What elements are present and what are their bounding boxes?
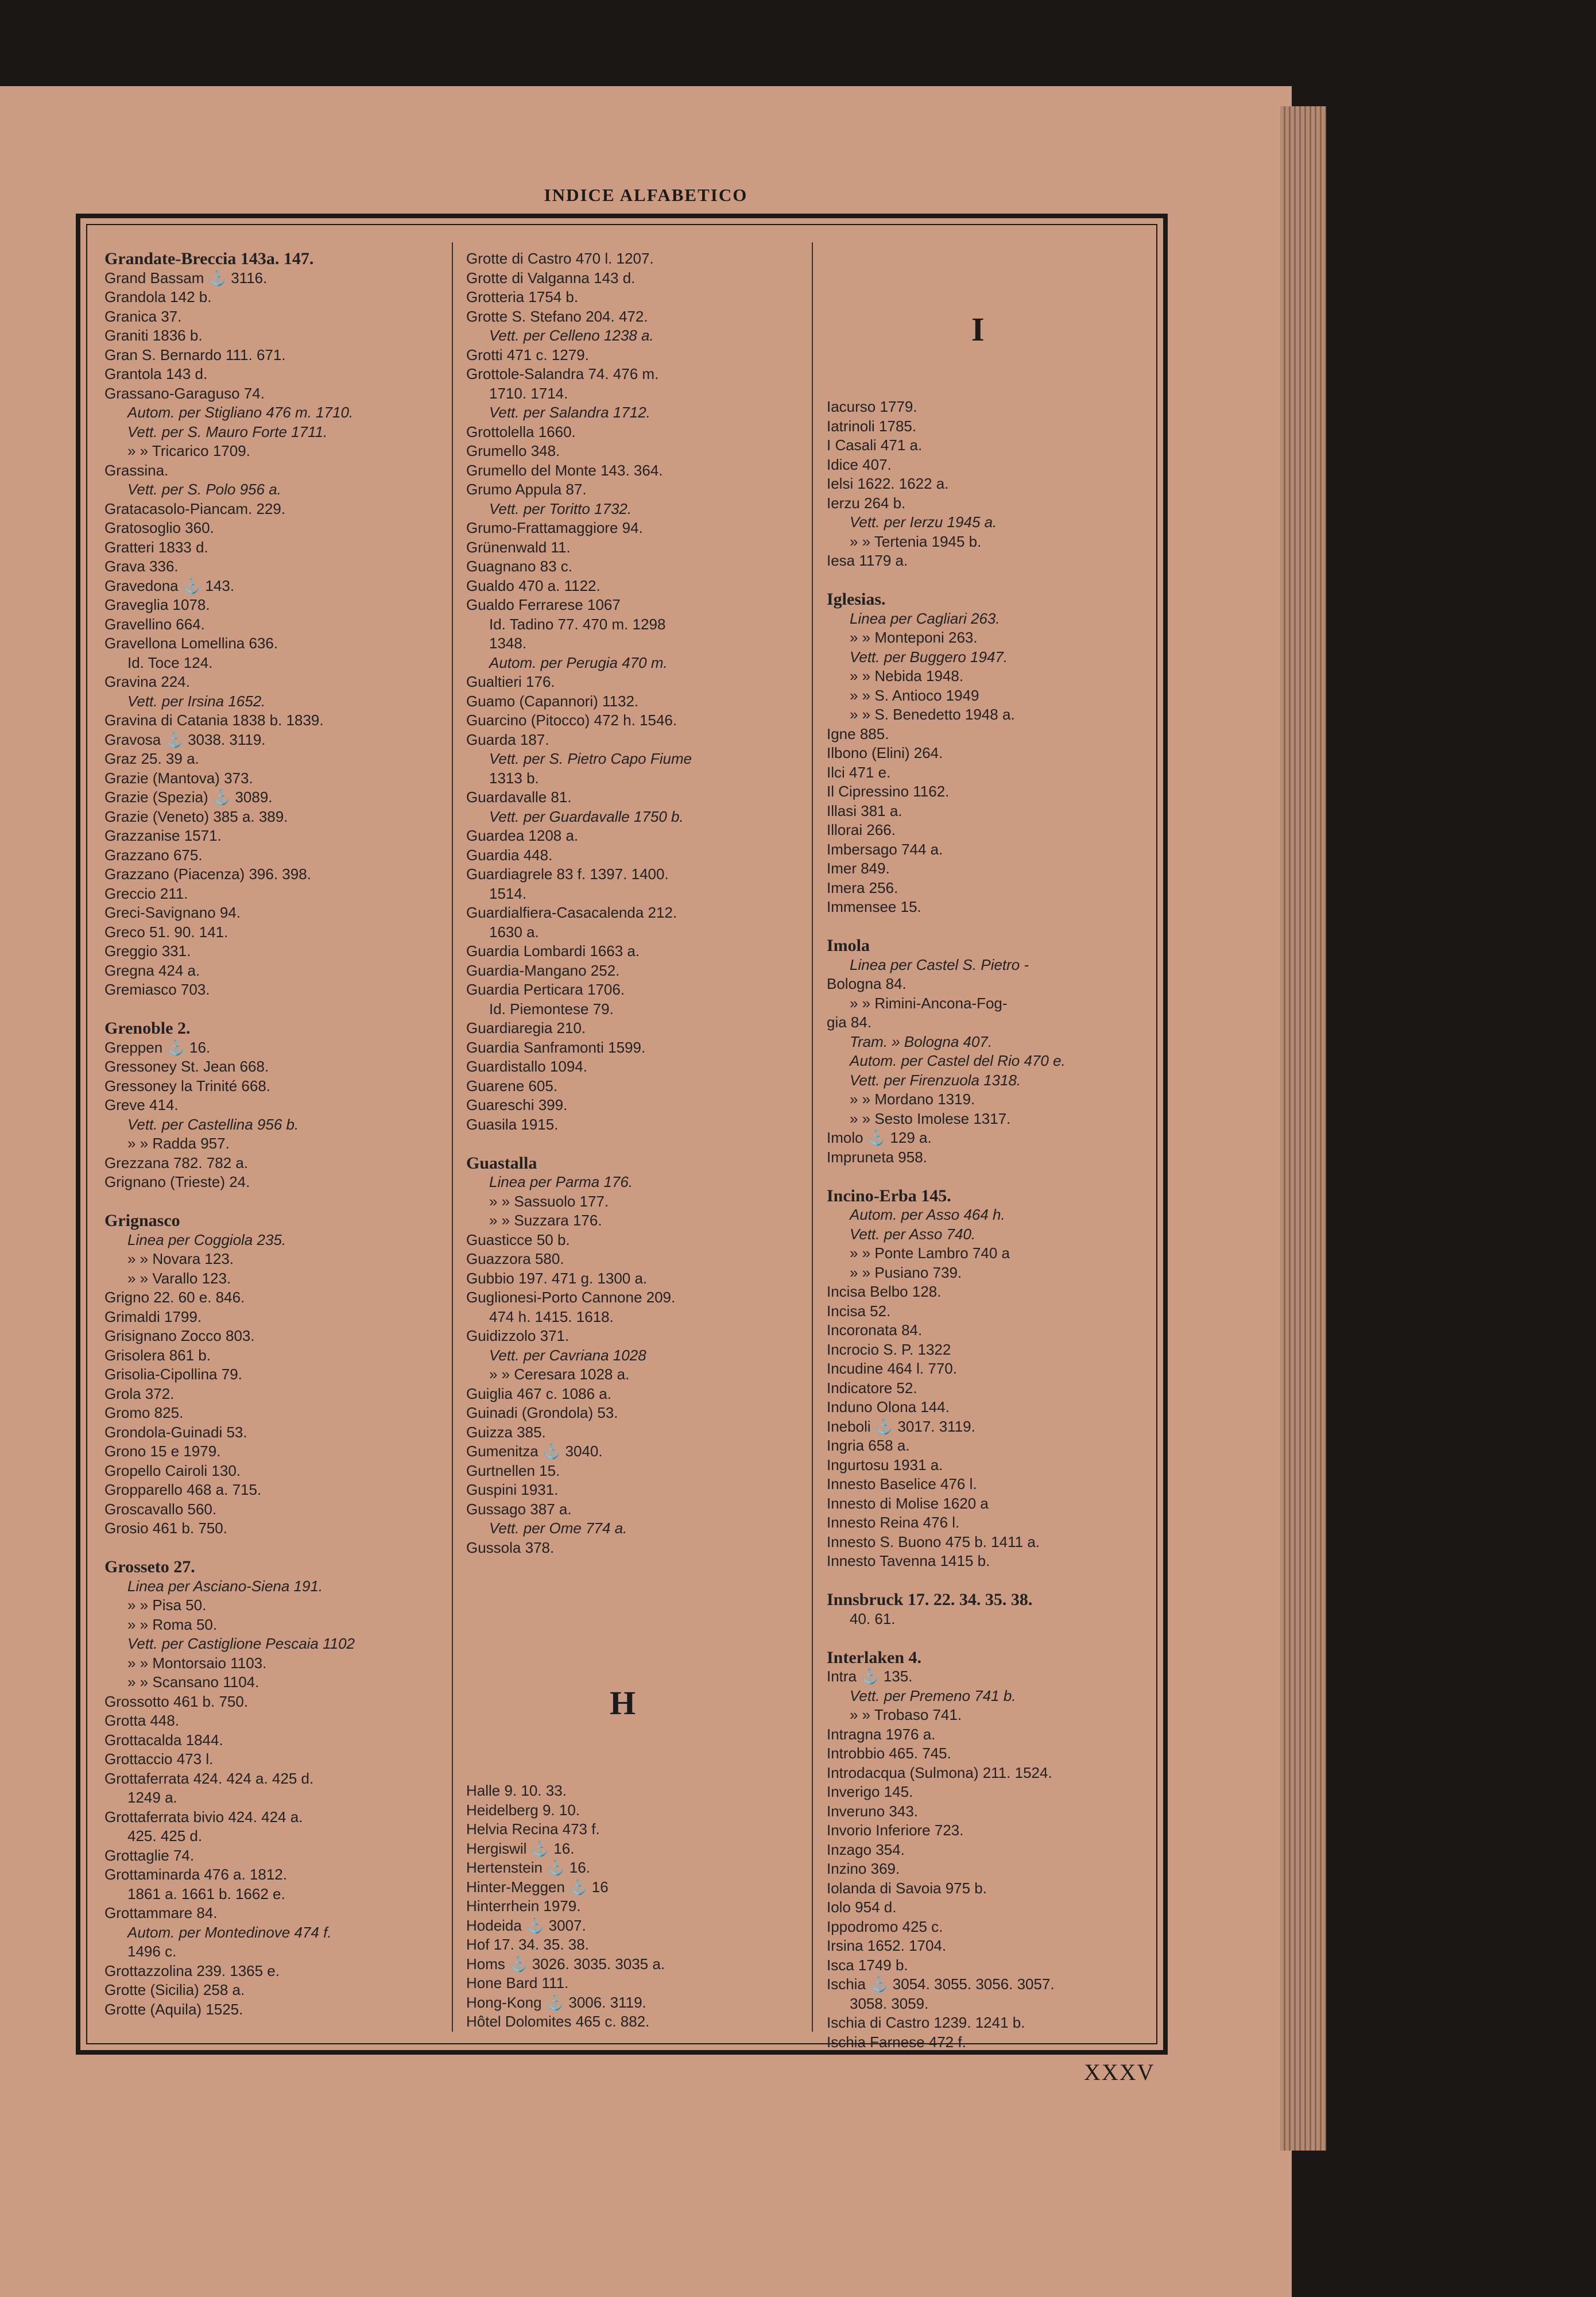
index-entry: Imola [827,936,870,955]
index-entry: 40. 61. [850,1610,896,1627]
index-entry: Groscavallo 560. [104,1500,217,1518]
index-entry: Grazzano (Piacenza) 396. 398. [104,865,311,883]
index-entry: Guarcino (Pitocco) 472 h. 1546. [466,711,677,729]
page-edges [1280,106,1326,2151]
index-entry: Grigno 22. 60 e. 846. [104,1289,245,1306]
index-entry: Iesa 1179 a. [827,552,908,569]
index-entry: » » Suzzara 176. [489,1212,602,1229]
index-entry: Vett. per Ierzu 1945 a. [850,513,997,531]
index-entry: Grantola 143 d. [104,365,208,382]
index-entry: Grottole-Salandra 74. 476 m. [466,365,659,382]
index-entry: Grottaminarda 476 a. 1812. [104,1866,287,1883]
index-entry: » » S. Benedetto 1948 a. [850,706,1015,723]
index-entry: » » Rimini-Ancona-Fog- [850,994,1008,1012]
index-entry: Guiglia 467 c. 1086 a. [466,1385,611,1402]
index-entry: 474 h. 1415. 1618. [489,1308,614,1325]
index-entry: Grisolera 861 b. [104,1346,211,1364]
index-entry: Greccio 211. [104,884,188,902]
index-entry: Hinter-Meggen ⚓ 16 [466,1878,609,1896]
index-entry: Grottaccio 473 l. [104,1750,214,1768]
index-entry: Grazie (Mantova) 373. [104,769,253,787]
index-entry: Greco 51. 90. 141. [104,923,228,941]
index-entry: Vett. per Castiglione Pescaia 1102 [127,1635,355,1652]
index-entry: Interlaken 4. [827,1648,921,1667]
index-entry: Guamo (Capannori) 1132. [466,692,639,710]
index-entry: Grimaldi 1799. [104,1308,202,1325]
index-entry: Guardistallo 1094. [466,1058,588,1075]
index-entry: Linea per Cagliari 263. [850,609,1000,627]
index-entry: Gurtnellen 15. [466,1461,560,1479]
index-entry: Guizza 385. [466,1423,546,1441]
index-entry: Il Cipressino 1162. [827,783,950,800]
index-entry: Grottaglie 74. [104,1846,195,1864]
index-entry: » » Scansano 1104. [127,1673,259,1691]
index-entry: Grotte di Valganna 143 d. [466,269,636,287]
index-entry: Impruneta 958. [827,1148,927,1166]
index-entry: Linea per Parma 176. [489,1173,633,1190]
index-entry: Linea per Coggiola 235. [127,1231,286,1248]
index-entry: Grondola-Guinadi 53. [104,1423,247,1441]
section-letter-h: H [610,1684,636,1722]
index-entry: Grand Bassam ⚓ 3116. [104,269,268,287]
index-entry: Autom. per Perugia 470 m. [489,653,668,671]
index-entry: » » Pusiano 739. [850,1263,962,1281]
index-entry: Imer 849. [827,860,890,877]
index-entry: Vett. per Cavriana 1028 [489,1346,646,1364]
index-entry: Vett. per Irsina 1652. [127,692,266,710]
index-entry: Grassina. [104,461,169,479]
index-entry: Hergiswil ⚓ 16. [466,1839,575,1857]
index-entry: Incino-Erba 145. [827,1186,951,1205]
index-entry: Incrocio S. P. 1322 [827,1340,951,1358]
index-entry [827,571,1160,590]
index-entry: Linea per Asciano-Siena 191. [127,1577,323,1595]
index-entry: Grotteria 1754 b. [466,288,579,306]
index-entry: Guastalla [466,1153,537,1173]
index-entry: Iglesias. [827,590,886,609]
index-entry: Grosio 461 b. 750. [104,1519,227,1537]
index-entry [466,1134,816,1154]
index-entry: Id. Toce 124. [127,653,213,671]
index-entry: Grassano-Garaguso 74. [104,384,265,402]
index-entry: 1348. [489,635,527,652]
index-entry: Tram. » Bologna 407. [850,1033,993,1050]
index-entry: » » Mordano 1319. [850,1091,975,1108]
index-entry: Grünenwald 11. [466,538,571,556]
index-entry: Incoronata 84. [827,1321,923,1339]
index-entry: Guidizzolo 371. [466,1327,570,1344]
index-entry: Incisa 52. [827,1302,891,1320]
index-entry [827,1571,1160,1591]
index-entry: Halle 9. 10. 33. [466,1782,567,1799]
index-entry: Ilbono (Elini) 264. [827,744,943,761]
index-entry: Ilci 471 e. [827,763,891,781]
index-entry: » » Novara 123. [127,1250,234,1267]
index-entry: 1514. [489,884,527,902]
index-entry: Innsbruck 17. 22. 34. 35. 38. [827,1590,1033,1609]
index-entry: Ischia di Castro 1239. 1241 b. [827,2014,1025,2031]
index-entry: Gran S. Bernardo 111. 671. [104,346,286,364]
index-entry: Guardiaregia 210. [466,1019,586,1037]
index-entry: Gratosoglio 360. [104,519,214,536]
index-entry: Homs ⚓ 3026. 3035. 3035 a. [466,1955,665,1973]
index-entry: Grotte S. Stefano 204. 472. [466,307,648,325]
index-column-2-h [466,1781,816,2032]
index-entry: Intragna 1976 a. [827,1725,936,1743]
index-entry: Hof 17. 34. 35. 38. [466,1936,589,1953]
index-entry: Guagnano 83 c. [466,558,573,575]
index-entry: Iolanda di Savoia 975 b. [827,1879,987,1897]
index-entry: Grazzano 675. [104,846,203,864]
index-entry: Grottammare 84. [104,1904,218,1921]
index-entry: Helvia Recina 473 f. [466,1820,600,1838]
index-entry: Gropparello 468 a. 715. [104,1481,262,1498]
index-entry: Greppen ⚓ 16. [104,1038,211,1056]
index-entry: Grotti 471 c. 1279. [466,346,589,364]
index-entry: Inveruno 343. [827,1802,919,1820]
index-entry: Gratteri 1833 d. [104,538,208,556]
index-entry: Gubbio 197. 471 g. 1300 a. [466,1269,648,1287]
page-number: XXXV [1084,2059,1155,2085]
index-entry: » » Tricarico 1709. [127,442,250,459]
index-entry: » » Ceresara 1028 a. [489,1366,630,1383]
index-entry: Iatrinoli 1785. [827,417,917,435]
index-entry: » » Sesto Imolese 1317. [850,1109,1011,1127]
index-entry: 425. 425 d. [127,1827,203,1844]
index-entry: Vett. per Guardavalle 1750 b. [489,807,684,825]
index-inner-frame [86,224,1157,2051]
index-entry: » » Radda 957. [127,1135,230,1152]
index-entry: Autom. per Asso 464 h. [850,1206,1005,1223]
index-entry: Inzago 354. [827,1840,905,1858]
index-entry: Heidelberg 9. 10. [466,1801,580,1819]
index-entry: I Casali 471 a. [827,436,923,454]
index-entry: Grottacalda 1844. [104,1731,223,1749]
index-entry: Imolo ⚓ 129 a. [827,1129,932,1146]
index-entry: Grenoble 2. [104,1019,191,1038]
index-entry: » » Roma 50. [127,1615,218,1633]
index-entry: Illorai 266. [827,821,896,838]
index-entry [104,1192,432,1212]
index-entry: Grotta 448. [104,1712,180,1729]
index-entry: Grazzanise 1571. [104,827,222,844]
index-entry: Grignasco [104,1211,180,1230]
index-entry: Gravina 224. [104,673,190,690]
index-entry: » » Nebida 1948. [850,667,964,685]
index-entry: Bologna 84. [827,975,907,992]
index-entry: 1313 b. [489,769,539,787]
index-entry: Vett. per S. Pietro Capo Fiume [489,750,692,767]
index-entry: Imbersago 744 a. [827,840,943,858]
index-entry: Grazie (Spezia) ⚓ 3089. [104,788,273,806]
index-entry: Gravellona Lomellina 636. [104,635,278,652]
index-entry: Vett. per Toritto 1732. [489,500,632,517]
index-entry: Irsina 1652. 1704. [827,1937,947,1954]
index-entry: Grumello 348. [466,442,560,459]
index-entry: Grandate-Breccia 143a. 147. [104,249,314,268]
index-entry: Innesto Baselice 476 l. [827,1475,977,1492]
index-entry: Vett. per Asso 740. [850,1225,976,1243]
index-entry: Grottolella 1660. [466,423,576,440]
index-entry: Vett. per Premeno 741 b. [850,1687,1016,1704]
index-entry: Guasila 1915. [466,1115,559,1133]
index-entry: Vett. per S. Polo 956 a. [127,481,281,498]
index-entry: Grignano (Trieste) 24. [104,1173,250,1190]
index-entry: Linea per Castel S. Pietro - [850,956,1029,973]
index-entry: Guinadi (Grondola) 53. [466,1404,618,1421]
index-entry: 1630 a. [489,923,539,941]
index-entry: Grotte (Aquila) 1525. [104,2000,243,2018]
index-entry [827,1167,1160,1186]
index-entry [104,1000,432,1019]
index-entry: Ippodromo 425 c. [827,1917,943,1935]
index-entry: Grisignano Zocco 803. [104,1327,255,1344]
index-entry: gia 84. [827,1014,872,1031]
index-entry: Hong-Kong ⚓ 3006. 3119. [466,1993,646,2011]
index-entry: » » Sassuolo 177. [489,1192,609,1210]
index-entry: Grumello del Monte 143. 364. [466,461,663,479]
index-entry: Invorio Inferiore 723. [827,1822,964,1839]
index-entry: Ischia Farnese 472 f. [827,2033,966,2051]
index-entry: » » Pisa 50. [127,1596,207,1614]
index-entry: Grezzana 782. 782 a. [104,1154,249,1171]
index-entry: Hôtel Dolomites 465 c. 882. [466,2013,650,2030]
index-entry: Idice 407. [827,455,892,473]
index-entry: Grottazzolina 239. 1365 e. [104,1962,280,1979]
index-entry: Vett. per S. Mauro Forte 1711. [127,423,328,440]
index-entry: Igne 885. [827,725,889,743]
index-entry: Grola 372. [104,1385,175,1402]
index-entry: Ingurtosu 1931 a. [827,1456,943,1474]
index-entry: Grono 15 e 1979. [104,1443,221,1460]
index-entry: Inverigo 145. [827,1783,913,1800]
index-entry: » » Tertenia 1945 b. [850,532,982,550]
index-entry: Innesto S. Buono 475 b. 1411 a. [827,1533,1040,1550]
index-entry: Grottaferrata 424. 424 a. 425 d. [104,1769,314,1787]
index-entry: Grosseto 27. [104,1557,195,1576]
index-entry: Incisa Belbo 128. [827,1283,942,1300]
index-entry: Gressoney St. Jean 668. [104,1058,269,1075]
index-entry: Grossotto 461 b. 750. [104,1692,249,1710]
index-entry: Inzino 369. [827,1860,900,1877]
index-entry: 3058. 3059. [850,1994,929,2012]
index-entry: » » Monteponi 263. [850,629,978,646]
index-entry: Gressoney la Trinité 668. [104,1077,271,1095]
index-entry: Gravellino 664. [104,615,205,633]
index-entry: Gravedona ⚓ 143. [104,577,235,594]
index-entry: Gualdo 470 a. 1122. [466,577,601,594]
index-entry: » » Trobaso 741. [850,1706,962,1723]
index-entry: Gravina di Catania 1838 b. 1839. [104,711,324,729]
index-entry [104,1538,432,1558]
index-entry: Intra ⚓ 135. [827,1668,913,1685]
index-entry: Gussola 378. [466,1538,555,1556]
index-entry: Vett. per Castellina 956 b. [127,1115,299,1133]
index-entry: Vett. per Ome 774 a. [489,1519,627,1537]
index-entry: Ineboli ⚓ 3017. 3119. [827,1417,975,1435]
index-entry: Guardea 1208 a. [466,827,579,844]
index-entry: Hertenstein ⚓ 16. [466,1859,590,1876]
index-frame [76,214,1168,2055]
index-entry: Autom. per Castel del Rio 470 e. [850,1052,1066,1069]
index-entry: Ielsi 1622. 1622 a. [827,475,949,492]
index-entry: Grumo Appula 87. [466,481,587,498]
index-entry: Guardia Perticara 1706. [466,981,625,998]
index-entry: Grava 336. [104,558,179,575]
index-entry: Imera 256. [827,879,898,896]
index-entry [827,917,1160,937]
index-column-3 [827,397,1160,2052]
index-entry: Gravosa ⚓ 3038. 3119. [104,730,266,748]
index-entry: Greci-Savignano 94. [104,904,241,921]
index-entry: Grotte (Sicilia) 258 a. [104,1981,245,1998]
index-entry: Autom. per Montedinove 474 f. [127,1923,332,1941]
index-entry: Guazzora 580. [466,1250,564,1267]
index-entry: Grotte di Castro 470 l. 1207. [466,250,654,267]
index-entry: Induno Olona 144. [827,1398,950,1416]
index-entry: Indicatore 52. [827,1379,917,1397]
index-entry: Ischia ⚓ 3054. 3055. 3056. 3057. [827,1975,1055,1993]
index-entry: Innesto Tavenna 1415 b. [827,1552,990,1569]
index-entry: Innesto Reina 476 l. [827,1514,960,1531]
index-entry: Iolo 954 d. [827,1898,897,1916]
index-entry: Ingria 658 a. [827,1437,910,1454]
index-entry: Isca 1749 b. [827,1956,908,1974]
index-entry: Hodeida ⚓ 3007. [466,1916,586,1934]
index-entry: Greggio 331. [104,942,191,960]
index-entry: Graniti 1836 b. [104,327,203,344]
index-entry: Id. Piemontese 79. [489,1000,614,1018]
index-entry: Ierzu 264 b. [827,494,906,512]
index-entry: Guarda 187. [466,730,549,748]
index-entry: Innesto di Molise 1620 a [827,1494,989,1512]
index-entry: 1496 c. [127,1943,177,1960]
index-entry: Gualdo Ferrarese 1067 [466,596,621,613]
index-entry: 1710. 1714. [489,384,568,402]
index-entry: Guareschi 399. [466,1096,568,1113]
index-entry: Gregna 424 a. [104,961,200,979]
index-entry: Guglionesi-Porto Cannone 209. [466,1289,676,1306]
index-entry: Immensee 15. [827,898,921,915]
index-entry: Grottaferrata bivio 424. 424 a. [104,1808,303,1826]
index-entry: » » Varallo 123. [127,1269,231,1287]
index-entry: Vett. per Salandra 1712. [489,404,650,421]
index-column-1 [104,249,432,2019]
index-entry: Id. Tadino 77. 470 m. 1298 [489,615,666,633]
index-entry: » » Ponte Lambro 740 a [850,1244,1010,1262]
index-entry: Guardia 448. [466,846,553,864]
section-letter-i: I [971,311,985,348]
index-entry: Hone Bard 111. [466,1974,569,1991]
index-entry: Gualtieri 176. [466,673,555,690]
index-entry: Vett. per Celleno 1238 a. [489,327,654,344]
index-entry: Incudine 464 l. 770. [827,1360,957,1377]
index-entry: Grumo-Frattamaggiore 94. [466,519,643,536]
index-entry: Guspini 1931. [466,1481,559,1498]
index-entry: Gratacasolo-Piancam. 229. [104,500,286,517]
index-entry: Granica 37. [104,307,182,325]
index-entry: Gremiasco 703. [104,981,210,998]
index-entry: » » Montorsaio 1103. [127,1654,267,1672]
index-entry: Gromo 825. [104,1404,184,1421]
index-entry: Guardiagrele 83 f. 1397. 1400. [466,865,669,883]
index-entry: Autom. per Stigliano 476 m. 1710. [127,404,354,421]
index-entry: Guardavalle 81. [466,788,572,806]
index-entry: Guardia Lombardi 1663 a. [466,942,640,960]
index-entry: 1249 a. [127,1789,177,1806]
index-entry: Grisolia-Cipollina 79. [104,1366,242,1383]
index-entry: Guasticce 50 b. [466,1231,570,1248]
column-divider [452,242,453,2032]
index-entry: Guardia Sanframonti 1599. [466,1038,646,1056]
index-entry: Gumenitza ⚓ 3040. [466,1443,603,1460]
index-entry: 1861 a. 1661 b. 1662 e. [127,1885,285,1902]
index-entry: Hinterrhein 1979. [466,1897,581,1915]
index-column-2 [466,249,816,1557]
index-entry [827,1629,1160,1648]
index-entry: Greve 414. [104,1096,179,1113]
index-entry: Guarene 605. [466,1077,558,1095]
index-entry: Introbbio 465. 745. [827,1745,951,1762]
index-entry: Grandola 142 b. [104,288,212,306]
index-entry: Grazie (Veneto) 385 a. 389. [104,807,288,825]
index-entry: Vett. per Buggero 1947. [850,648,1008,666]
index-entry: Graveglia 1078. [104,596,210,613]
index-entry: Gussago 387 a. [466,1500,572,1518]
index-entry: Vett. per Firenzuola 1318. [850,1071,1021,1089]
index-entry: Illasi 381 a. [827,802,902,819]
index-entry: Graz 25. 39 a. [104,750,199,767]
index-entry: Introdacqua (Sulmona) 211. 1524. [827,1764,1052,1781]
index-entry: » » S. Antioco 1949 [850,686,979,704]
index-entry: Guardialfiera-Casacalenda 212. [466,904,677,921]
running-header: INDICE ALFABETICO [544,185,748,205]
index-entry: Gropello Cairoli 130. [104,1461,241,1479]
index-entry: Iacurso 1779. [827,398,917,415]
index-entry: Guardia-Mangano 252. [466,961,620,979]
